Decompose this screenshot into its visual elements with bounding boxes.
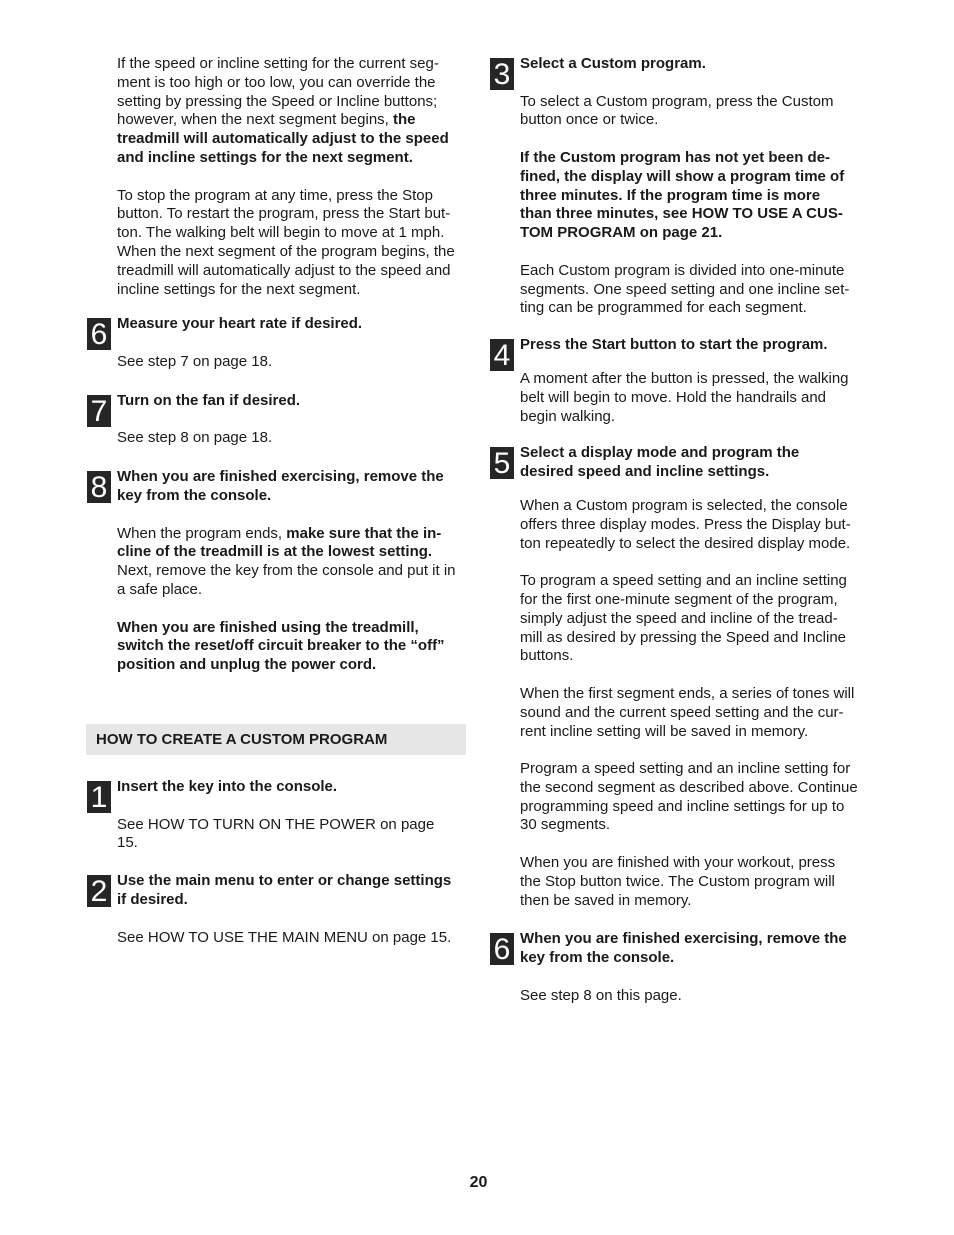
step-number-badge: 5	[490, 447, 514, 479]
step-number-badge: 6	[87, 318, 111, 350]
step-body	[520, 262, 872, 318]
text-line: segments. One speed setting and one incline set-	[520, 280, 850, 298]
text-line: sound and the current speed setting and the cur-	[520, 703, 844, 721]
text-line: ting can be programmed for each segment.	[520, 299, 807, 317]
text-line: ton repeatedly to select the desired display mode.	[520, 534, 851, 552]
step-heading: Press the Start button to start the program.	[520, 336, 828, 354]
text-line: if desired.	[117, 890, 188, 908]
step-body	[117, 525, 467, 600]
step-body	[520, 370, 872, 426]
text-line: ment is too high or too low, you can override the	[117, 73, 436, 91]
text-line: If the speed or incline setting for the current seg-	[117, 55, 439, 72]
step-body	[520, 760, 872, 835]
step-number-badge: 2	[87, 875, 111, 907]
text-line: See HOW TO TURN ON THE POWER on page	[117, 815, 435, 833]
text-line: programming speed and incline settings for up to	[520, 797, 845, 815]
step-heading: Select a Custom program.	[520, 55, 706, 72]
left-column-custom-steps	[90, 778, 467, 947]
text-line: When the program ends,	[117, 524, 287, 542]
text-line: When a Custom program is selected, the console	[520, 496, 848, 514]
step-body: See step 7 on page 18.	[117, 352, 273, 370]
text-line: treadmill will automatically adjust to the speed and	[117, 261, 451, 279]
step-heading	[520, 930, 872, 968]
text-line: setting by pressing the Speed or Incline buttons;	[117, 92, 438, 110]
text-line: To program a speed setting and an incline setting	[520, 572, 847, 590]
step-body	[520, 572, 872, 666]
step-number-badge: 8	[87, 471, 111, 503]
bold-text: treadmill will automatically adjust to the speed	[117, 130, 449, 148]
custom-step-2-main-menu	[90, 872, 467, 947]
step-number-badge: 4	[490, 339, 514, 371]
step-number-badge: 1	[87, 781, 111, 813]
text-line: a safe place.	[117, 580, 203, 598]
text-line: then be saved in memory.	[520, 891, 692, 909]
bold-text: make sure that the in-	[286, 524, 442, 542]
text-line: When you are finished exercising, remove the	[520, 930, 847, 948]
step-7-turn-on-fan	[90, 391, 467, 448]
step-heading: Measure your heart rate if desired.	[117, 315, 363, 333]
text-line: key from the console.	[520, 949, 675, 967]
custom-step-4-press-start	[493, 336, 872, 426]
left-column	[90, 55, 467, 675]
step-body	[117, 816, 467, 854]
text-line: the Stop button twice. The Custom program will	[520, 872, 835, 890]
right-column	[493, 55, 872, 1006]
text-line: button once or twice.	[520, 111, 659, 129]
step-body	[520, 854, 872, 910]
text-line: three minutes. If the program time is more	[520, 186, 821, 204]
step-body: See HOW TO USE THE MAIN MENU on page 15.	[117, 928, 452, 946]
step-body: See step 8 on page 18.	[117, 429, 273, 447]
intro-paragraph-1	[117, 55, 467, 168]
page-number: 20	[469, 1174, 488, 1191]
text-line: When the next segment of the program begins, the	[117, 242, 455, 260]
text-line: When you are finished exercising, remove the	[117, 468, 444, 486]
step-heading: Insert the key into the console.	[117, 778, 338, 795]
step-number-badge: 6	[490, 933, 514, 965]
text-line: for the first one-minute segment of the program,	[520, 590, 838, 608]
text-line: switch the reset/off circuit breaker to the “off”	[117, 637, 445, 655]
step-body	[520, 497, 872, 553]
step-number-badge: 3	[490, 58, 514, 90]
text-line: Use the main menu to enter or change settings	[117, 872, 452, 890]
text-line: begin walking.	[520, 407, 616, 425]
text-line: When the first segment ends, a series of tones will	[520, 684, 855, 702]
text-line: than three minutes, see HOW TO USE A CUS-	[520, 205, 843, 223]
text-line: the second segment as described above. Continue	[520, 778, 858, 796]
step-6-measure-heart-rate	[90, 315, 467, 371]
text-line: If the Custom program has not yet been de-	[520, 148, 831, 166]
step-heading	[117, 872, 467, 910]
step-body	[520, 93, 872, 131]
text-line: fined, the display will show a program time of	[520, 167, 845, 185]
text-line: rent incline setting will be saved in memory.	[520, 722, 809, 740]
bold-text: and incline settings for the next segment.	[117, 148, 413, 166]
text-line: Select a display mode and program the	[520, 444, 800, 462]
text-line: 15.	[117, 834, 138, 852]
text-line: TOM PROGRAM on page 21.	[520, 224, 723, 242]
text-line: To select a Custom program, press the Custom	[520, 92, 834, 110]
text-line: belt will begin to move. Hold the handrails and	[520, 388, 827, 406]
text-line: mill as desired by pressing the Speed and Incline	[520, 628, 847, 646]
section-title: HOW TO CREATE A CUSTOM PROGRAM	[96, 731, 388, 748]
step-8-remove-key	[90, 468, 467, 675]
text-line: When you are finished with your workout, press	[520, 854, 836, 872]
custom-step-5-display-mode	[493, 444, 872, 910]
text-line: position and unplug the power cord.	[117, 656, 377, 674]
note-paragraph	[520, 149, 872, 243]
text-line: To stop the program at any time, press the Stop	[117, 186, 433, 204]
step-heading: Turn on the fan if desired.	[117, 391, 301, 409]
text-line: A moment after the button is pressed, the walking	[520, 369, 849, 387]
text-line: desired speed and incline settings.	[520, 463, 770, 481]
bold-text: cline of the treadmill is at the lowest setting.	[117, 543, 433, 561]
text-line: button. To restart the program, press the Start but-	[117, 205, 451, 223]
text-line: Program a speed setting and an incline setting for	[520, 760, 851, 778]
text-line: key from the console.	[117, 486, 272, 504]
text-line: however, when the next segment begins,	[117, 111, 394, 129]
custom-step-6-remove-key	[493, 930, 872, 1005]
step-body	[520, 685, 872, 741]
step-number-badge: 7	[87, 395, 111, 427]
text-line: 30 segments.	[520, 816, 611, 834]
text-line: Each Custom program is divided into one-minute	[520, 261, 845, 279]
step-body: See step 8 on this page.	[520, 986, 682, 1004]
text-line: ton. The walking belt will begin to move at 1 mph.	[117, 224, 445, 242]
step-heading	[117, 468, 467, 506]
bold-text: the	[393, 111, 416, 129]
text-line: When you are finished using the treadmill,	[117, 618, 419, 636]
warning-paragraph	[117, 619, 467, 675]
custom-step-1-insert-key	[90, 778, 467, 853]
text-line: simply adjust the speed and incline of the tread-	[520, 609, 838, 627]
custom-step-3-select-program	[493, 55, 872, 318]
text-line: Next, remove the key from the console and put it in	[117, 562, 456, 580]
text-line: buttons.	[520, 647, 574, 665]
text-line: offers three display modes. Press the Display but-	[520, 515, 851, 533]
text-line: incline settings for the next segment.	[117, 280, 361, 298]
step-heading	[520, 444, 872, 482]
intro-paragraph-2	[117, 187, 467, 300]
